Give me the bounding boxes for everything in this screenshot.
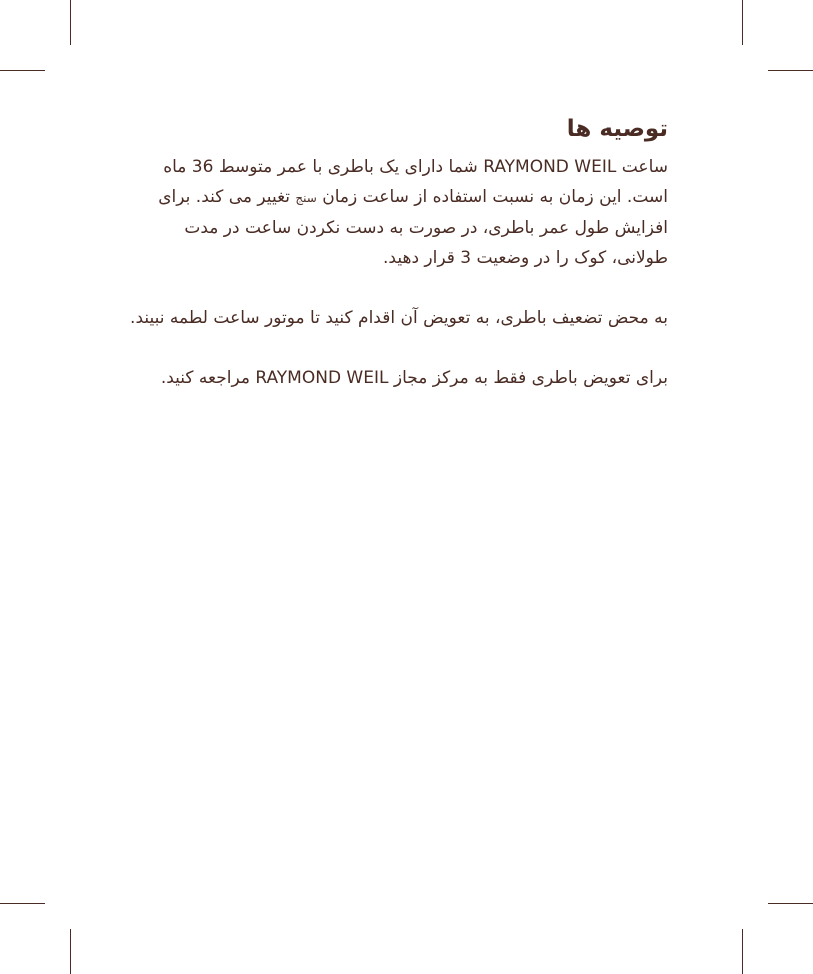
crop-mark-bottom-right-horizontal	[768, 903, 813, 904]
crop-mark-top-left-horizontal	[0, 70, 45, 71]
battery-life-text-a: ساعت RAYMOND WEIL شما دارای یک باطری با عمر متوسط 36 ماه است. این زمان به نسبت استفاده از ساعت زمان	[163, 157, 668, 207]
crop-mark-bottom-left-vertical	[70, 929, 71, 974]
crop-mark-top-right-vertical	[742, 0, 743, 45]
section-title: توصیه ها	[566, 116, 668, 142]
battery-life-text-b: تغییر می کند. برای افزایش طول عمر باطری، در صورت به دست نکردن ساعت در مدت طولانی، کوک را در وضعیت 3 قرار دهید.	[158, 187, 668, 268]
recommendations-section	[124, 112, 668, 423]
crop-mark-bottom-right-vertical	[742, 929, 743, 974]
authorized-center-paragraph: برای تعویض باطری فقط به مرکز مجاز RAYMOND WEIL مراجعه کنید.	[160, 368, 668, 388]
crop-mark-top-left-vertical	[70, 0, 71, 45]
crop-mark-top-right-horizontal	[768, 70, 813, 71]
battery-life-paragraph	[124, 152, 668, 273]
battery-replacement-paragraph: به محض تضعیف باطری، به تعویض آن اقدام کنید تا موتور ساعت لطمه نبیند.	[130, 308, 668, 328]
battery-life-text-small: سنج	[295, 191, 317, 205]
crop-mark-bottom-left-horizontal	[0, 903, 45, 904]
